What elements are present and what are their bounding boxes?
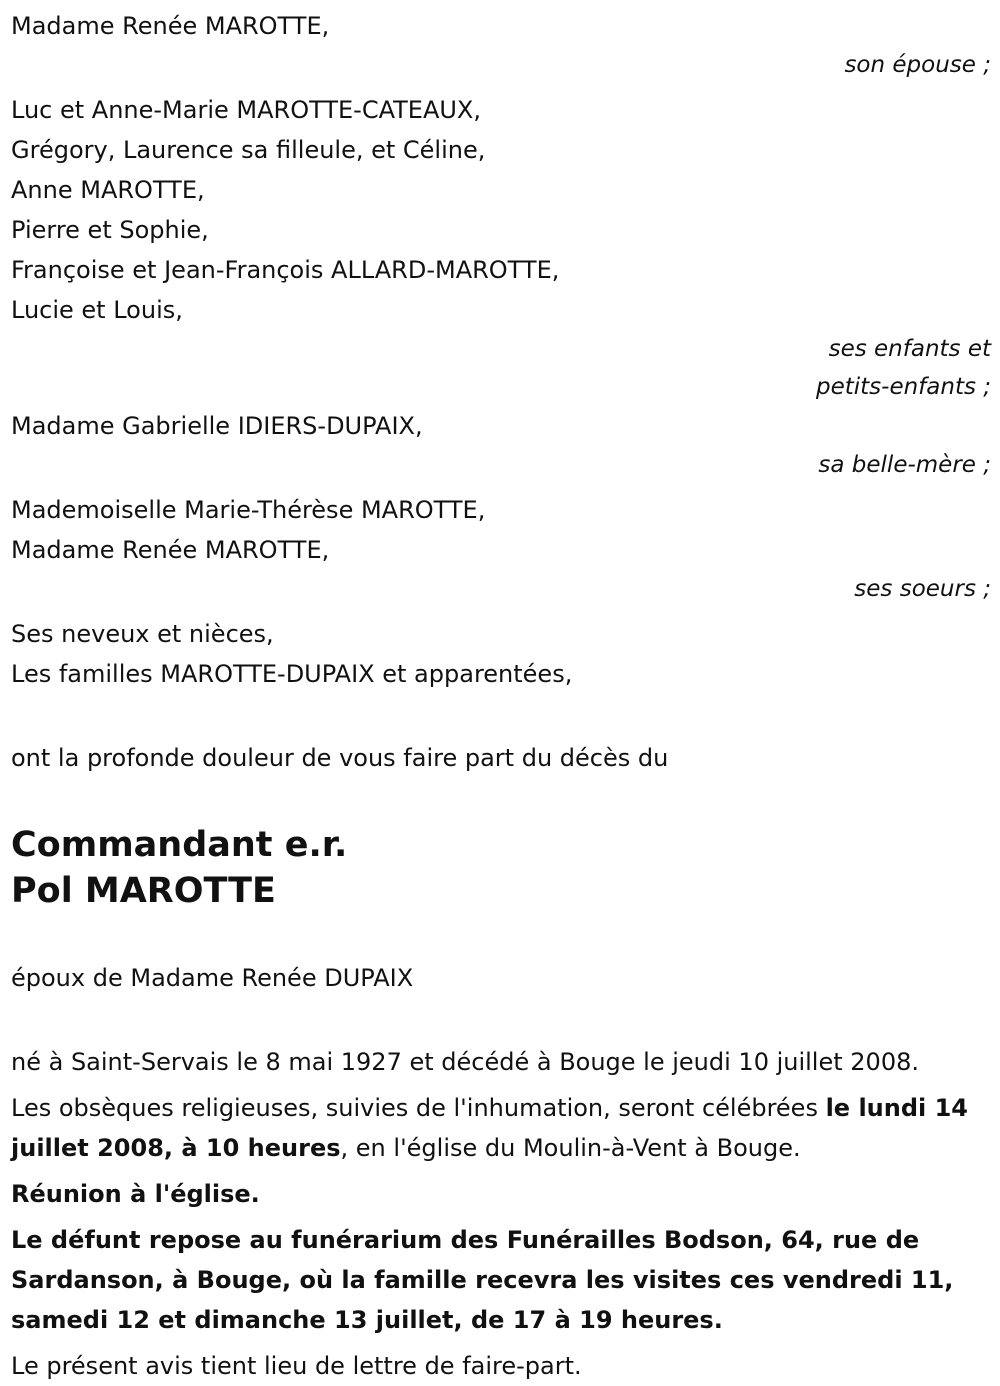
funeral-place: , en l'église du Moulin-à-Vent à Bouge. bbox=[340, 1134, 801, 1162]
closing-line: Le présent avis tient lieu de lettre de faire-part. bbox=[11, 1352, 582, 1380]
meeting-line: Réunion à l'église. bbox=[11, 1180, 260, 1208]
wife-section bbox=[11, 6, 991, 84]
family-name-line: Pierre et Sophie, bbox=[11, 216, 209, 244]
spouse-line: époux de Madame Renée DUPAIX bbox=[11, 964, 414, 992]
family-name-line: Ses neveux et nièces, bbox=[11, 620, 274, 648]
relation-label: sa belle-mère ; bbox=[818, 452, 991, 478]
relation-label: ses soeurs ; bbox=[854, 576, 991, 602]
relation-label: petits-enfants ; bbox=[815, 374, 991, 400]
funeral-intro: Les obsèques religieuses, suivies de l'inhumation, seront célébrées bbox=[11, 1094, 826, 1122]
family-name-line: Les familles MAROTTE-DUPAIX et apparentées, bbox=[11, 660, 573, 688]
family-name-line: Madame Gabrielle IDIERS-DUPAIX, bbox=[11, 412, 423, 440]
deceased-name-block bbox=[11, 822, 991, 914]
family-name-line: Lucie et Louis, bbox=[11, 296, 183, 324]
family-name-line: Madame Renée MAROTTE, bbox=[11, 12, 330, 40]
relation-label: ses enfants et bbox=[828, 336, 991, 362]
funeral-paragraph bbox=[11, 1088, 979, 1168]
obituary-notice bbox=[11, 6, 991, 1386]
sisters-section bbox=[11, 490, 991, 608]
deceased-title: Commandant e.r. bbox=[11, 825, 348, 865]
children-section bbox=[11, 90, 991, 406]
mother-in-law-section bbox=[11, 406, 991, 484]
family-name-line: Anne MAROTTE, bbox=[11, 176, 205, 204]
family-name-line: Luc et Anne-Marie MAROTTE-CATEAUX, bbox=[11, 96, 482, 124]
visitation-paragraph: Le défunt repose au funérarium des Funérailles Bodson, 64, rue de Sardanson, à Bouge, où la famille recevra les visites ces vendredi 11, samedi 12 et dimanche 13 juillet, de 17 à 19 heures. bbox=[11, 1226, 954, 1334]
family-name-line: Madame Renée MAROTTE, bbox=[11, 536, 330, 564]
other-relatives-section bbox=[11, 614, 991, 694]
announcement-text: ont la profonde douleur de vous faire part du décès du bbox=[11, 744, 669, 772]
birth-death-paragraph: né à Saint-Servais le 8 mai 1927 et décédé à Bouge le jeudi 10 juillet 2008. bbox=[11, 1048, 919, 1076]
family-name-line: Mademoiselle Marie-Thérèse MAROTTE, bbox=[11, 496, 486, 524]
family-name-line: Grégory, Laurence sa filleule, et Céline, bbox=[11, 136, 486, 164]
deceased-name: Pol MAROTTE bbox=[11, 871, 276, 911]
family-name-line: Françoise et Jean-François ALLARD-MAROTTE, bbox=[11, 256, 560, 284]
funeral-date: le lundi 14 juillet 2008, à 10 heures bbox=[11, 1094, 968, 1162]
relation-label: son épouse ; bbox=[844, 52, 991, 78]
